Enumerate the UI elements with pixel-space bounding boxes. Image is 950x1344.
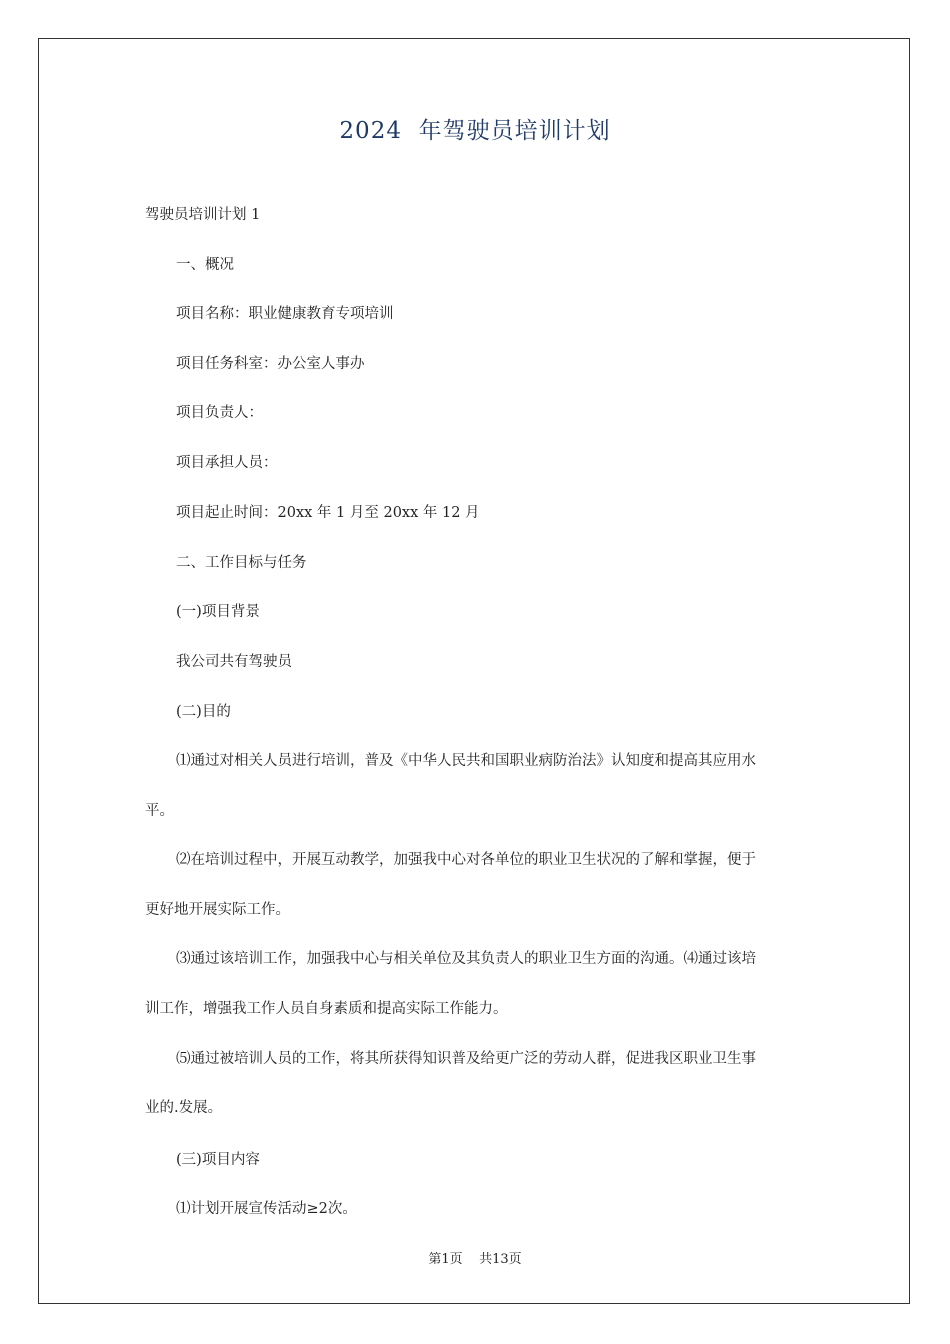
paragraph-line: 二、工作目标与任务 (176, 555, 307, 571)
paragraph-line: ⑴通过对相关人员进行培训，普及《中华人民共和国职业病防治法》认知度和提高其应用水 (176, 753, 756, 769)
paragraph-line: ⑶通过该培训工作，加强我中心与相关单位及其负责人的职业卫生方面的沟通。⑷通过该培 (176, 951, 756, 967)
paragraph-line: 项目起止时间：20xx 年 1 月至 20xx 年 12 月 (176, 505, 480, 521)
paragraph-line: ⑴计划开展宣传活动≥2次。 (176, 1201, 357, 1217)
paragraph-line: 平。 (145, 803, 174, 819)
paragraph-line: (一)项目背景 (176, 604, 260, 620)
paragraph-line: 一、概况 (176, 257, 234, 273)
document-title: 2024 年驾驶员培训计划 (339, 118, 611, 144)
paragraph-line: (二)目的 (176, 704, 231, 720)
paragraph-line: 项目任务科室：办公室人事办 (176, 356, 365, 372)
section-heading: 驾驶员培训计划 1 (145, 207, 261, 223)
paragraph-line: ⑸通过被培训人员的工作，将其所获得知识普及给更广泛的劳动人群，促进我区职业卫生事 (176, 1051, 756, 1067)
paragraph-line: 更好地开展实际工作。 (145, 902, 290, 918)
paragraph-line: 我公司共有驾驶员 (176, 654, 292, 670)
paragraph-line: 项目名称：职业健康教育专项培训 (176, 306, 394, 322)
paragraph-line: 项目承担人员： (176, 455, 278, 471)
paragraph-line: 业的.发展。 (145, 1100, 223, 1116)
paragraph-line: 训工作，增强我工作人员自身素质和提高实际工作能力。 (145, 1001, 508, 1017)
paragraph-line: ⑵在培训过程中，开展互动教学，加强我中心对各单位的职业卫生状况的了解和掌握，便于 (176, 852, 756, 868)
page-footer: 第1页 共13页 (428, 1252, 522, 1267)
paragraph-line: (三)项目内容 (176, 1152, 260, 1168)
paragraph-line: 项目负责人： (176, 405, 263, 421)
